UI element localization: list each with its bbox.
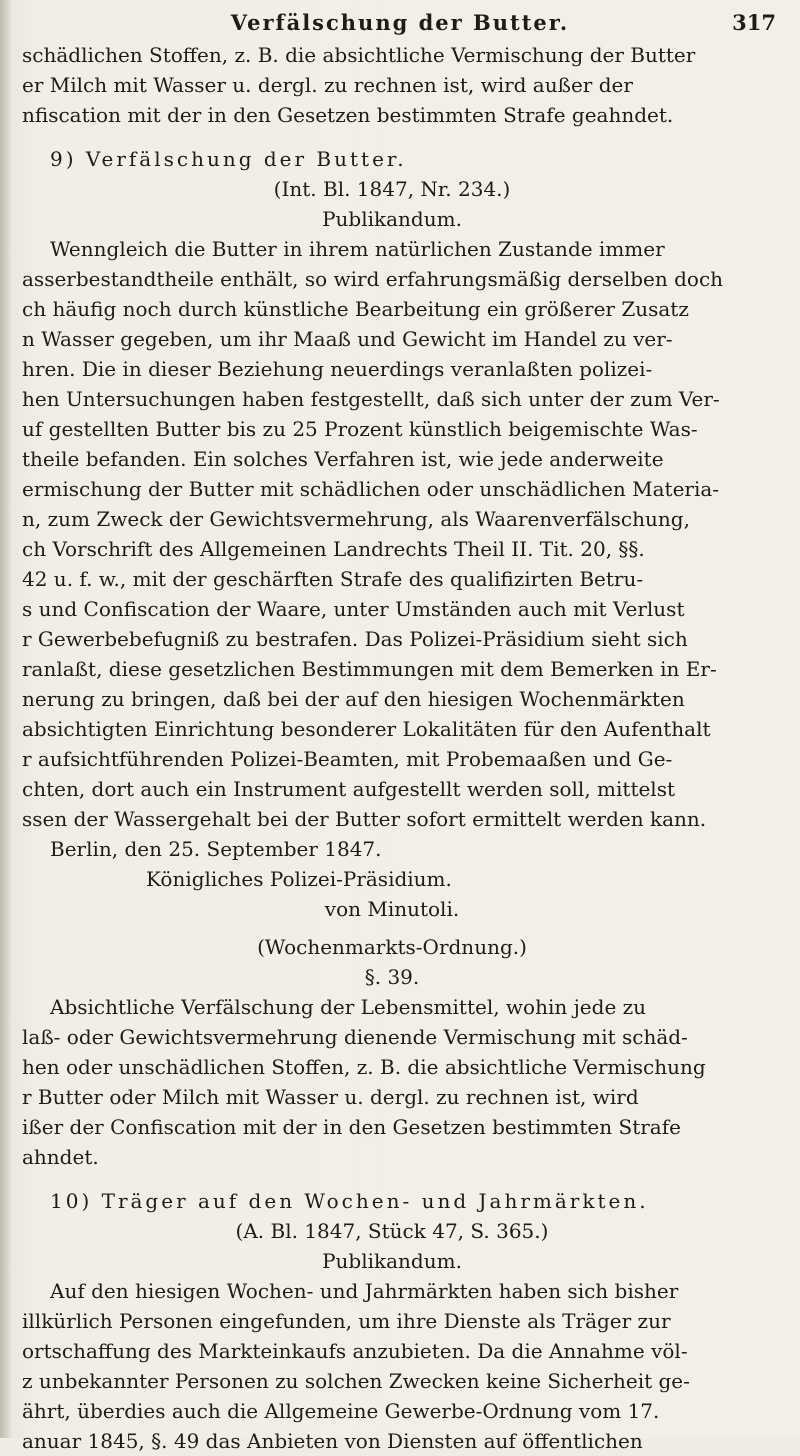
text-line: nerung zu bringen, daß bei der auf den hiesigen Wochenmärkten: [22, 687, 685, 711]
ordinance-title: (Wochenmarkts-Ordnung.): [257, 935, 527, 959]
text-line: absichtigten Einrichtung besonderer Lokalitäten für den Aufenthalt: [22, 717, 711, 741]
text-line: asserbestandtheile enthält, so wird erfahrungsmäßig derselben doch: [22, 267, 724, 291]
text-line: er Milch mit Wasser u. dergl. zu rechnen ist, wird außer der: [22, 73, 633, 97]
text-line: uf gestellten Butter bis zu 25 Prozent künstlich beigemischte Was-: [22, 417, 698, 441]
text-line: r Gewerbebefugniß zu bestrafen. Das Polizei-Präsidium sieht sich: [22, 627, 688, 651]
text-line: theile befanden. Ein solches Verfahren ist, wie jede anderweite: [22, 447, 664, 471]
running-title: Verfälschung der Butter.: [230, 10, 570, 35]
paragraph-number: §. 39.: [364, 965, 420, 989]
signature: von Minutoli.: [324, 897, 460, 921]
text-line: chten, dort auch ein Instrument aufgestellt werden soll, mittelst: [22, 777, 676, 801]
book-gutter: [0, 0, 10, 1438]
text-line: ährt, überdies auch die Allgemeine Gewerbe-Ordnung vom 17.: [22, 1399, 660, 1423]
text-line: illkürlich Personen eingefunden, um ihre Dienste als Träger zur: [22, 1309, 671, 1333]
text-line: r Butter oder Milch mit Wasser u. dergl. zu rechnen ist, wird: [22, 1085, 639, 1109]
text-line: anuar 1845, §. 49 das Anbieten von Diensten auf öffentlichen: [22, 1429, 643, 1453]
body-text: [22, 40, 762, 1456]
text-line: z unbekannter Personen zu solchen Zwecken keine Sicherheit ge-: [22, 1369, 690, 1393]
text-line: ranlaßt, diese gesetzlichen Bestimmungen mit dem Bemerken in Er-: [22, 657, 717, 681]
text-line: ch Vorschrift des Allgemeinen Landrechts Theil II. Tit. 20, §§.: [22, 537, 645, 561]
text-line: n, zum Zweck der Gewichtsvermehrung, als Waarenverfälschung,: [22, 507, 690, 531]
text-line: s und Confiscation der Waare, unter Umständen auch mit Verlust: [22, 597, 685, 621]
text-line: ch häufig noch durch künstliche Bearbeitung ein größerer Zusatz: [22, 297, 689, 321]
text-line: hen Untersuchungen haben festgestellt, daß sich unter der zum Ver-: [22, 387, 720, 411]
text-line: nfiscation mit der in den Gesetzen bestimmten Strafe geahndet.: [22, 103, 674, 127]
text-line: ermischung der Butter mit schädlichen oder unschädlichen Materia-: [22, 477, 720, 501]
text-line: hen oder unschädlichen Stoffen, z. B. die absichtliche Vermischung: [22, 1055, 706, 1079]
section-10-heading: 10) Träger auf den Wochen- und Jahrmärkten.: [50, 1189, 649, 1213]
section-9-kind: Publikandum.: [322, 207, 462, 231]
text-line: ortschaffung des Markteinkaufs anzubieten. Da die Annahme völ-: [22, 1339, 688, 1363]
section-10-kind: Publikandum.: [322, 1249, 462, 1273]
text-line: Wenngleich die Butter in ihrem natürlichen Zustande immer: [50, 237, 665, 261]
page-header: [0, 4, 800, 38]
place-date: Berlin, den 25. September 1847.: [50, 837, 382, 861]
page-number: 317: [732, 10, 776, 35]
text-line: 42 u. f. w., mit der geschärften Strafe des qualifizirten Betru-: [22, 567, 644, 591]
text-line: schädlichen Stoffen, z. B. die absichtliche Vermischung der Butter: [22, 43, 696, 67]
section-9-reference: (Int. Bl. 1847, Nr. 234.): [273, 177, 511, 201]
text-line: r aufsichtführenden Polizei-Beamten, mit Probemaaßen und Ge-: [22, 747, 673, 771]
text-line: ahndet.: [22, 1145, 99, 1169]
text-line: ißer der Confiscation mit der in den Gesetzen bestimmten Strafe: [22, 1115, 681, 1139]
text-line: laß- oder Gewichtsvermehrung dienende Vermischung mit schäd-: [22, 1025, 688, 1049]
text-line: Auf den hiesigen Wochen- und Jahrmärkten haben sich bisher: [50, 1279, 679, 1303]
section-10-reference: (A. Bl. 1847, Stück 47, S. 365.): [235, 1219, 549, 1243]
text-line: hren. Die in dieser Beziehung neuerdings veranlaßten polizei-: [22, 357, 653, 381]
text-line: ssen der Wassergehalt bei der Butter sofort ermittelt werden kann.: [22, 807, 707, 831]
section-9-heading: 9) Verfälschung der Butter.: [50, 147, 407, 171]
authority: Königliches Polizei-Präsidium.: [146, 867, 452, 891]
text-line: n Wasser gegeben, um ihr Maaß und Gewicht im Handel zu ver-: [22, 327, 673, 351]
text-line: Absichtliche Verfälschung der Lebensmittel, wohin jede zu: [50, 995, 647, 1019]
